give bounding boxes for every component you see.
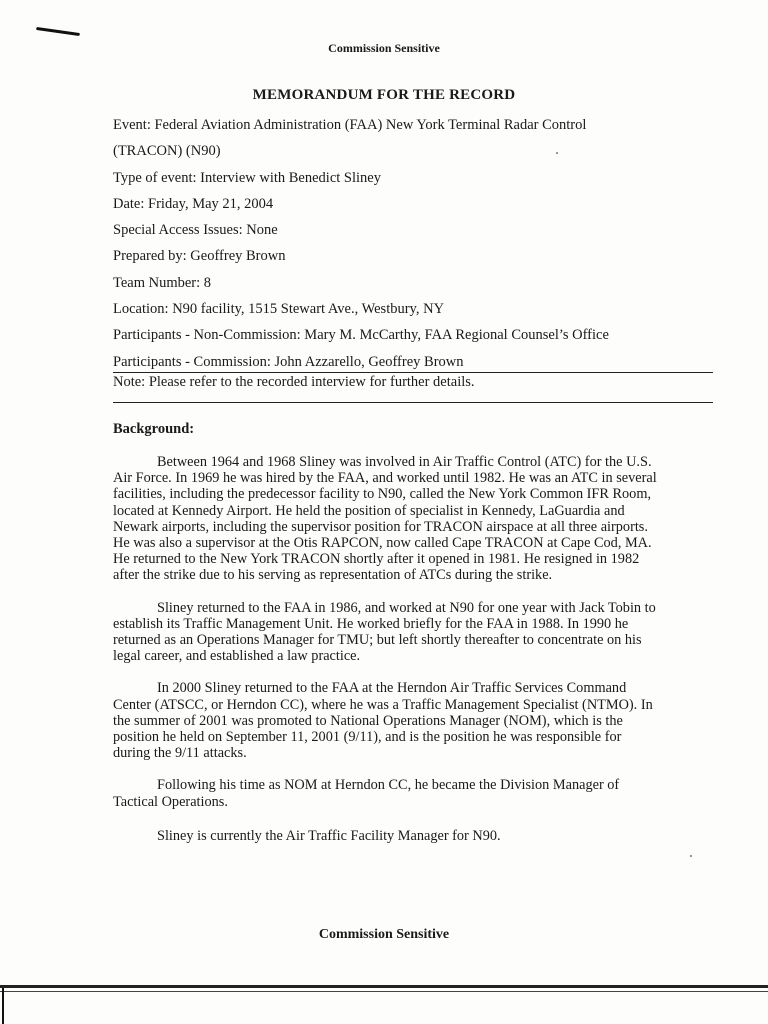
meta-event-line-2: (TRACON) (N90)	[113, 143, 221, 160]
meta-date: Date: Friday, May 21, 2004	[113, 195, 274, 212]
scan-bottom-edge-line	[0, 985, 768, 988]
meta-participants-commission: Participants - Commission: John Azzarello, Geoffrey Brown	[113, 353, 464, 370]
memo-title: MEMORANDUM FOR THE RECORD	[252, 87, 516, 103]
scan-speck	[556, 152, 558, 154]
background-body	[113, 454, 658, 860]
note-top-divider	[113, 372, 713, 373]
meta-event-line-1: Event: Federal Aviation Administration (FAA) New York Terminal Radar Control	[113, 117, 587, 133]
memo-metadata	[113, 112, 713, 375]
background-paragraph-1: Between 1964 and 1968 Sliney was involved in Air Traffic Control (ATC) for the U.S. Air Force. In 1969 he was hired by the FAA, and worked until 1982. He was an ATC in several facilities, including the predecessor facility to N90, called the New York Common IFR Room, located at Kennedy Airport. He held the position of specialist in Kennedy, LaGuardia and Newark airports, including the supervisor position for TRACON airspace at all three airports. He was also a supervisor at the Otis RAPCON, now called Cape TRACON at Cape Cod, MA. He returned to the New York TRACON shortly after it opened in 1981. He resigned in 1982 after the strike due to his serving as representation of ATCs during the strike.	[113, 454, 657, 584]
meta-type-of-event: Type of event: Interview with Benedict Sliney	[113, 169, 381, 186]
meta-prepared-by: Prepared by: Geoffrey Brown	[113, 248, 286, 265]
scan-left-edge-tick	[2, 988, 4, 1024]
handwritten-mark	[36, 27, 80, 36]
background-paragraph-5: Sliney is currently the Air Traffic Facility Manager for N90.	[157, 827, 501, 844]
background-heading: Background:	[113, 421, 195, 437]
background-paragraph-3: In 2000 Sliney returned to the FAA at the Herndon Air Traffic Services Command Center (ATSCC, or Herndon CC), where he was a Traffic Management Specialist (NTMO). In the summer of 2001 was promoted to National Operations Manager (NOM), which is the position he held on September 11, 2001 (9/11), and is the position he was responsible for during the 9/11 attacks.	[113, 680, 653, 762]
meta-team-number: Team Number: 8	[113, 274, 212, 291]
background-paragraph-4: Following his time as NOM at Herndon CC, he became the Division Manager of Tactical Operations.	[113, 777, 620, 810]
note-bottom-divider	[113, 402, 713, 403]
meta-location: Location: N90 facility, 1515 Stewart Ave., Westbury, NY	[113, 301, 445, 318]
footer-classification-label: Commission Sensitive	[318, 927, 450, 942]
background-paragraph-2: Sliney returned to the FAA in 1986, and worked at N90 for one year with Jack Tobin to establish its Traffic Management Unit. He worked briefly for the FAA in 1988. In 1990 he returned as an Operations Manager for TMU; but left shortly thereafter to concentrate on his legal career, and established a law practice.	[113, 599, 656, 665]
scan-speck	[690, 855, 692, 857]
scan-bottom-edge-line-thin	[0, 991, 768, 992]
meta-special-access: Special Access Issues: None	[113, 222, 278, 239]
meta-participants-non-commission: Participants - Non-Commission: Mary M. McCarthy, FAA Regional Counsel’s Office	[113, 327, 609, 344]
header-classification-label: Commission Sensitive	[328, 41, 440, 55]
note-text: Note: Please refer to the recorded interview for further details.	[113, 374, 475, 390]
